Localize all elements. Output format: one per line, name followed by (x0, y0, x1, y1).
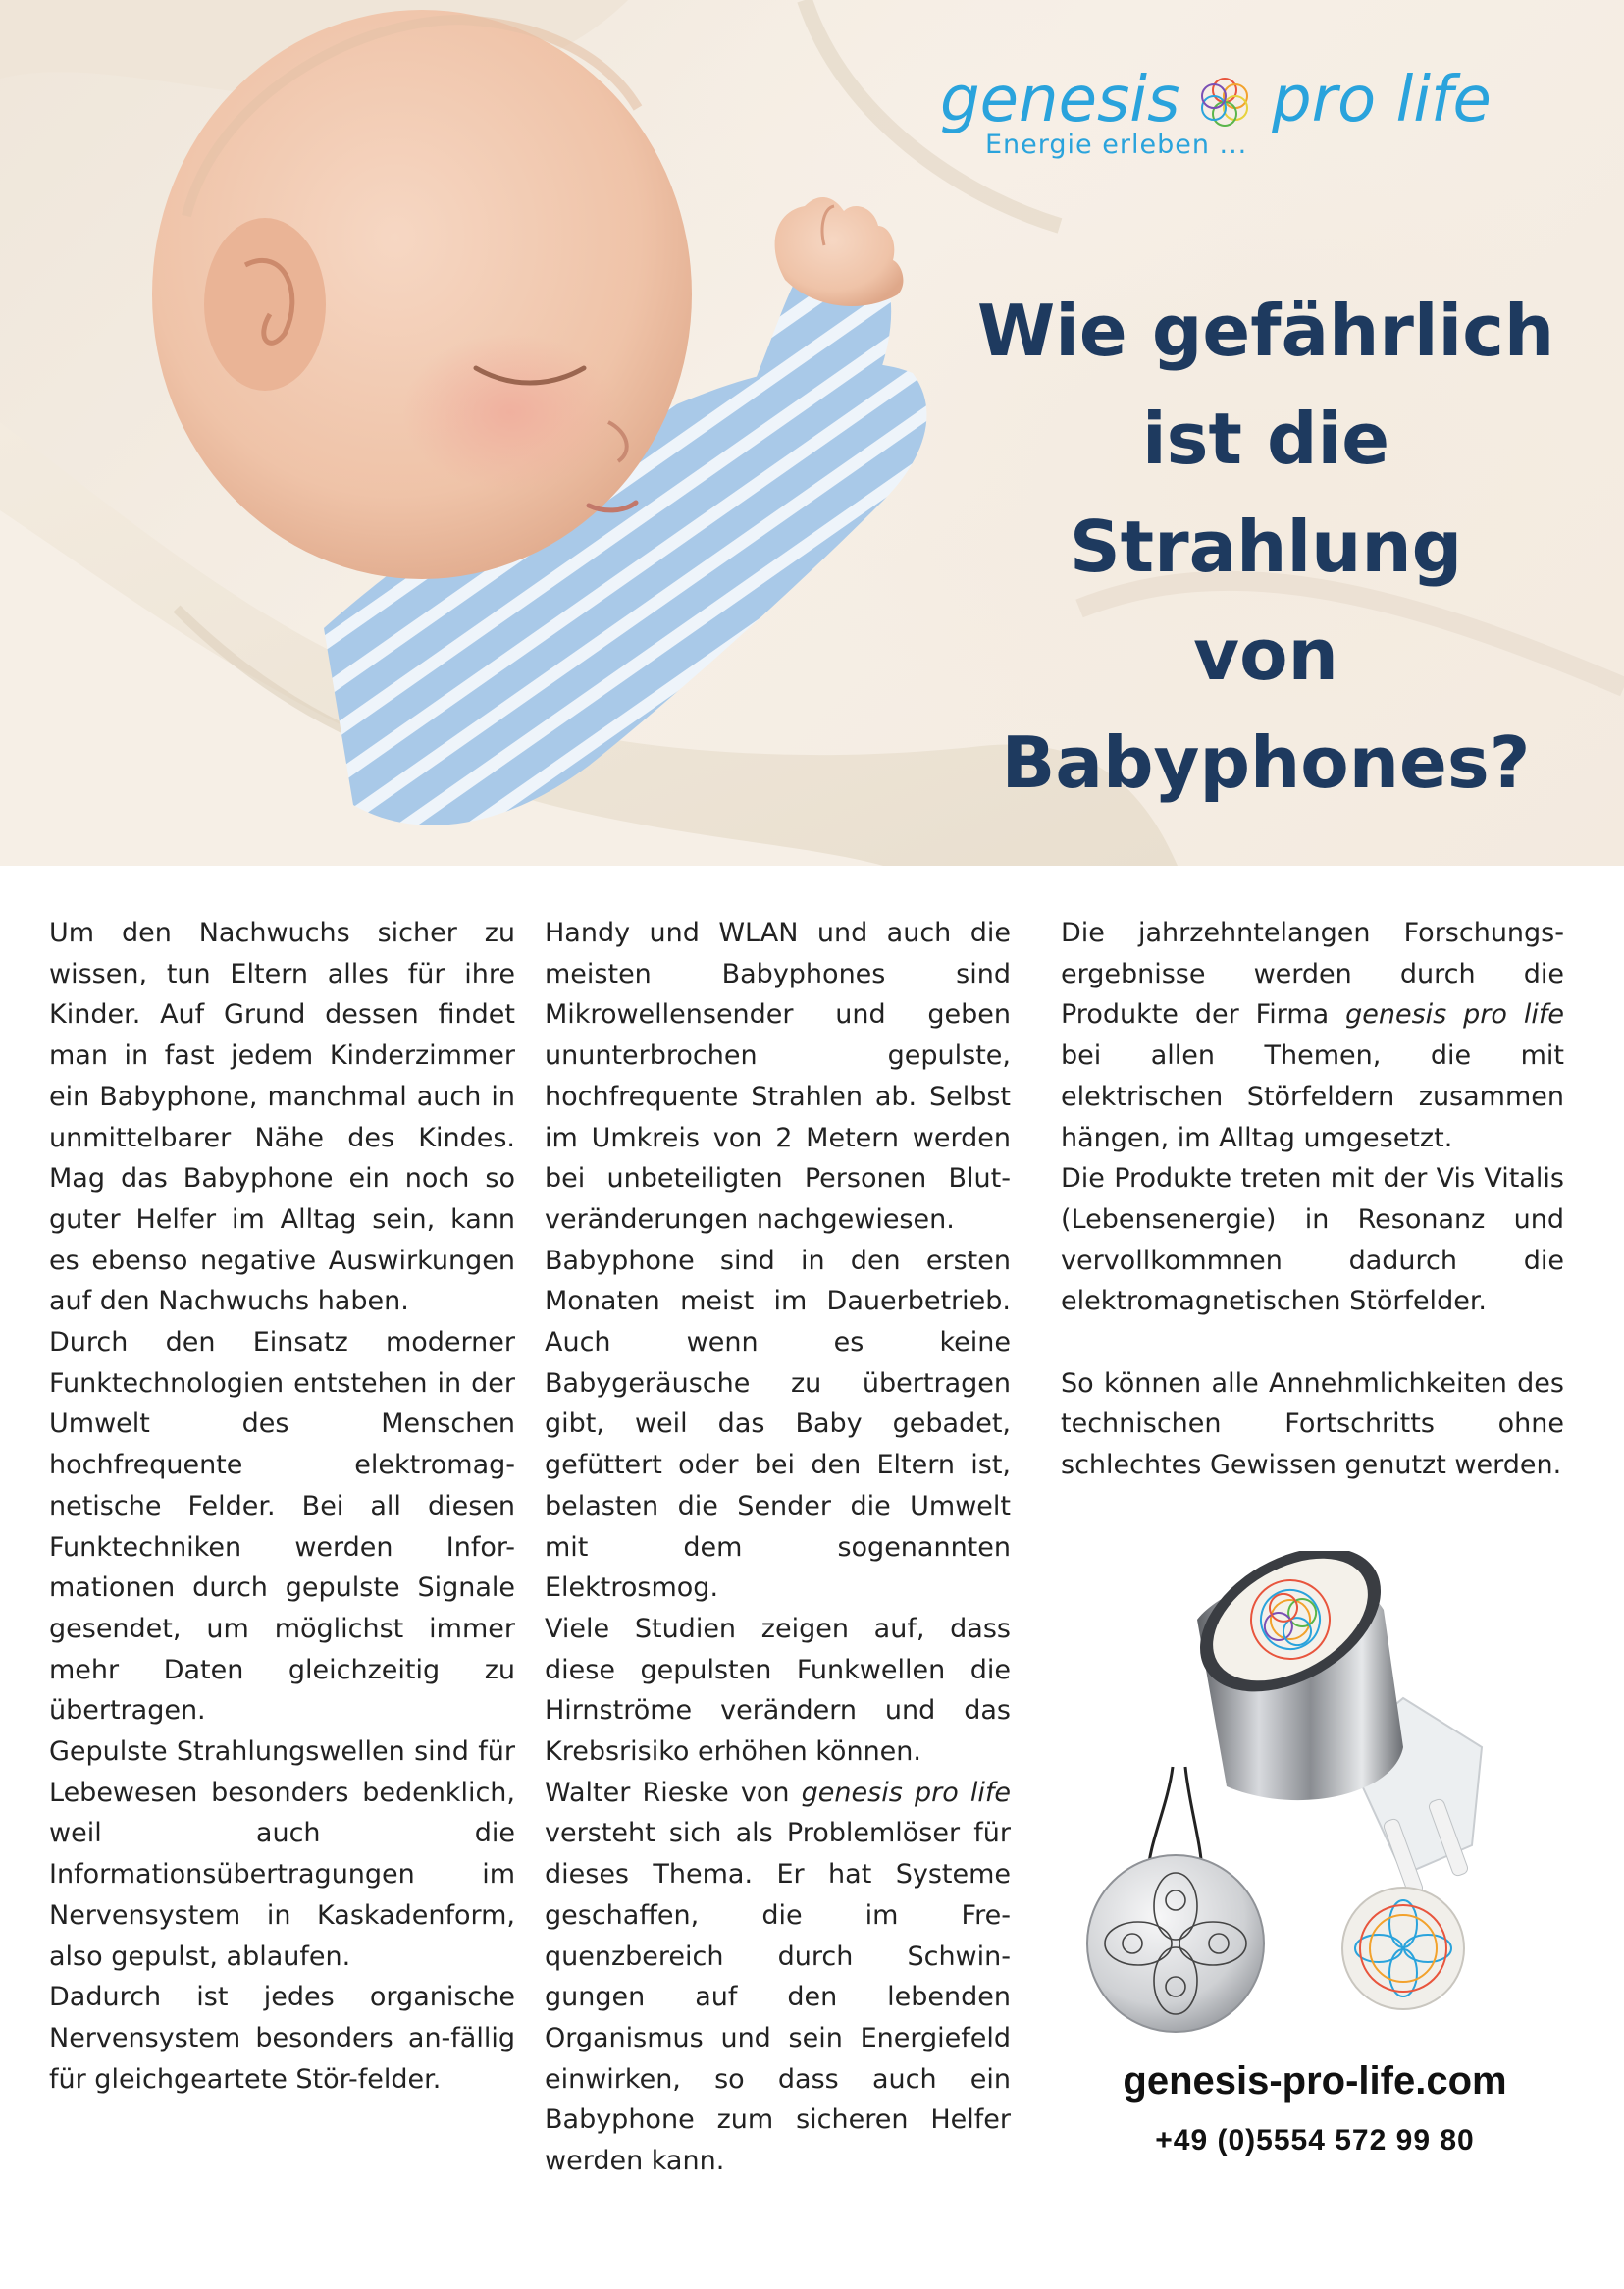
paragraph: Dadurch ist jedes organische Nervensystem besonders an-fällig für gleichgeartete Stör-felder. (49, 1982, 515, 2095)
headline-line-4: von (1193, 613, 1338, 696)
headline-line-3: Strahlung (1069, 506, 1463, 588)
text-column-2 (545, 913, 1011, 2182)
brand-name-part1: genesis (940, 64, 1180, 136)
plug-adapter-product (1175, 1551, 1482, 1896)
headline (942, 277, 1590, 817)
energy-sticker-product (1342, 1888, 1464, 2009)
text-run: bei allen Themen, die mit elektrischen Störfeldern zusammen hängen, im Alltag umgesetzt. (1061, 1040, 1564, 1153)
website-link[interactable]: genesis-pro-life.com (1123, 2059, 1507, 2103)
paragraph (1061, 913, 1564, 1158)
brand-logo (940, 61, 1529, 169)
paragraph: Durch den Einsatz moderner Funktechnologien entstehen in der Umwelt des Menschen hochfrequente elektromag-netische Felder. Bei all diesen Funktechniken werden Infor-mationen durch gepulste Signale gesendet, um möglichst immer mehr Daten gleichzeitig zu übertragen. (49, 1327, 515, 1727)
paragraph: Gepulste Strahlungswellen sind für Lebewesen besonders bedenklich, weil auch die Informationsübertragungen im Nervensystem in Kaskadenform, also gepulst, ablaufen. (49, 1736, 515, 1972)
brand-name-part2: pro life (1272, 64, 1492, 136)
product-images (1079, 1551, 1511, 2042)
paragraph: Handy und WLAN und auch die meisten Babyphones sind Mikrowellensender und geben ununterbrochen gepulste, hochfrequente Strahlen ab. Selbst im Umkreis von 2 Metern werden bei unbeteiligten Personen Blut-veränderungen nachgewiesen. (545, 918, 1011, 1235)
silver-pendant-product (1087, 1855, 1264, 2032)
text-run: Walter Rieske von (545, 1777, 802, 1808)
headline-line-2: ist die (1141, 398, 1390, 480)
paragraph: Babyphone sind in den ersten Monaten meist im Dauerbetrieb. Auch wenn es keine Babygeräusche zu übertragen gibt, weil das Baby gebadet, gefüttert oder bei den Eltern ist, belasten die Sender die Umwelt mit dem sogenannten Elektrosmog. (545, 1245, 1011, 1604)
paragraph (545, 1773, 1011, 2182)
flower-of-life-icon (1193, 71, 1256, 133)
brand-mention: genesis pro life (801, 1777, 1011, 1808)
phone-number: +49 (0)5554 572 99 80 (1155, 2124, 1475, 2156)
text-run: Die jahrzehntelangen Forschungs-ergebnisse werden durch die Produkte der Firma (1061, 918, 1564, 1031)
text-column-1 (49, 913, 515, 2100)
hero-image (0, 0, 1624, 866)
text-column-3 (1061, 913, 1564, 1486)
headline-line-1: Wie gefährlich (976, 290, 1555, 372)
brand-mention: genesis pro life (1345, 999, 1564, 1031)
brand-tagline: Energie erleben ... (985, 130, 1248, 160)
headline-line-5: Babyphones? (1001, 721, 1531, 804)
text-run: versteht sich als Problemlöser für dieses Thema. Er hat Systeme geschaffen, die im Fre-quenzbereich durch Schwin-gungen auf den lebenden Organismus und sein Energiefeld einwirken, so dass auch ein Babyphone zum sicheren Helfer werden kann. (545, 1818, 1011, 2177)
paragraph: Die Produkte treten mit der Vis Vitalis (Lebensenergie) in Resonanz und vervollkommnen dadurch die elektromagnetischen Störfelder. (1061, 1163, 1564, 1317)
paragraph: Viele Studien zeigen auf, dass diese gepulsten Funkwellen die Hirnströme verändern und das Krebsrisiko erhöhen können. (545, 1613, 1011, 1768)
paragraph: So können alle Annehmlichkeiten des technischen Fortschritts ohne schlechtes Gewissen genutzt werden. (1061, 1367, 1564, 1481)
paragraph: Um den Nachwuchs sicher zu wissen, tun Eltern alles für ihre Kinder. Auf Grund dessen findet man in fast jedem Kinderzimmer ein Babyphone, manchmal auch in unmittelbarer Nähe des Kindes. Mag das Babyphone ein noch so guter Helfer im Alltag sein, kann es ebenso negative Auswirkungen auf den Nachwuchs haben. (49, 918, 515, 1317)
